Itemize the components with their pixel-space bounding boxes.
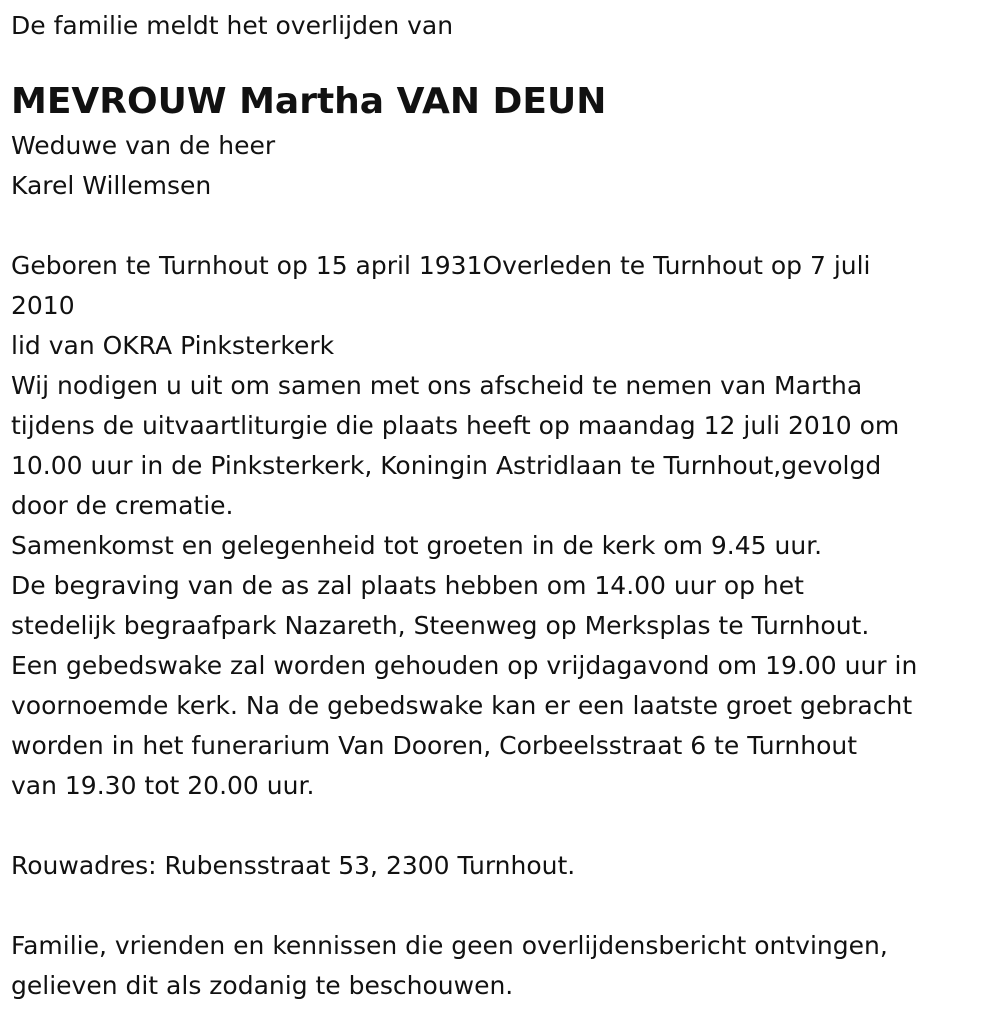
body-line: van 19.30 tot 20.00 uur.: [11, 771, 315, 800]
deceased-name: MEVROUW Martha VAN DEUN: [11, 81, 607, 122]
closing-line-2: gelieven dit als zodanig te beschouwen.: [11, 971, 514, 1000]
body-line: door de crematie.: [11, 491, 234, 520]
birth-death-line-2: 2010: [11, 291, 75, 320]
body-line: voornoemde kerk. Na de gebedswake kan er een laatste groet gebracht: [11, 691, 913, 720]
body-line: stedelijk begraafpark Nazareth, Steenweg op Merksplas te Turnhout.: [11, 611, 870, 640]
spacer: [11, 46, 1000, 78]
body-line: tijdens de uitvaartliturgie die plaats heeft op maandag 12 juli 2010 om: [11, 411, 900, 440]
birth-death-line-1: Geboren te Turnhout op 15 april 1931Overleden te Turnhout op 7 juli: [11, 251, 871, 280]
body-line: De begraving van de as zal plaats hebben om 14.00 uur op het: [11, 571, 804, 600]
spacer: [11, 806, 1000, 846]
mourning-address: Rouwadres: Rubensstraat 53, 2300 Turnhout.: [11, 851, 576, 880]
closing-line-1: Familie, vrienden en kennissen die geen overlijdensbericht ontvingen,: [11, 931, 888, 960]
body-line: worden in het funerarium Van Dooren, Corbeelsstraat 6 te Turnhout: [11, 731, 858, 760]
spacer: [11, 886, 1000, 926]
membership-text: lid van OKRA Pinksterkerk: [11, 331, 335, 360]
body-line: Samenkomst en gelegenheid tot groeten in de kerk om 9.45 uur.: [11, 531, 823, 560]
intro-text: De familie meldt het overlijden van: [11, 11, 454, 40]
widow-line-1: Weduwe van de heer: [11, 131, 276, 160]
spacer: [11, 206, 1000, 246]
body-line: Een gebedswake zal worden gehouden op vrijdagavond om 19.00 uur in: [11, 651, 918, 680]
widow-line-2: Karel Willemsen: [11, 171, 212, 200]
body-line: Wij nodigen u uit om samen met ons afscheid te nemen van Martha: [11, 371, 863, 400]
body-line: 10.00 uur in de Pinksterkerk, Koningin Astridlaan te Turnhout,gevolgd: [11, 451, 882, 480]
